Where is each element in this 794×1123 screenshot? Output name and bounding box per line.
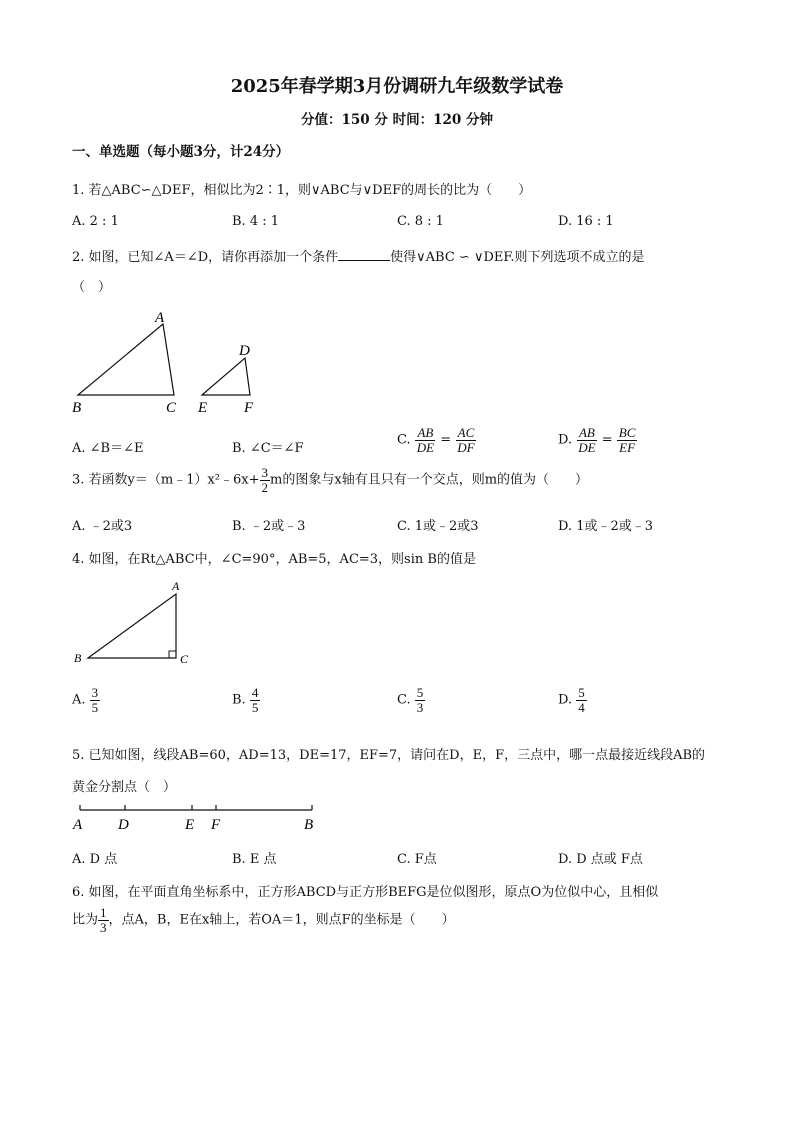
q4-option-d xyxy=(558,686,587,714)
label-a: A xyxy=(73,817,83,833)
denominator: 4 xyxy=(578,699,585,715)
q2-option-c-label: C. xyxy=(397,432,411,448)
question-6-text: 6. 如图，在平面直角坐标系中，正方形ABCD与正方形BEFG是位似图形，原点O为位似中心，且相似 xyxy=(72,885,659,900)
question-2-text-part1: 2. 如图，已知∠A＝∠D，请你再添加一个条件 xyxy=(72,250,339,265)
q5-option-d: D. D 点或 F点 xyxy=(558,852,643,867)
q5-option-b: B. E 点 xyxy=(232,852,277,867)
fraction xyxy=(415,686,426,714)
label-f: F xyxy=(211,817,221,833)
question-2-text-part2: 使得∨ABC ∽ ∨DEF.则下列选项不成立的是 xyxy=(390,250,645,265)
q4-option-c xyxy=(397,686,425,714)
fraction xyxy=(455,426,476,454)
q5-segment-figure xyxy=(66,800,326,836)
denominator: DF xyxy=(457,439,475,455)
numerator: AC xyxy=(457,425,475,440)
question-4-text: 4. 如图，在Rt△ABC中，∠C=90°，AB=5，AC=3，则sin B的值是 xyxy=(72,552,476,567)
numerator: 5 xyxy=(578,685,585,700)
denominator: 2 xyxy=(261,479,269,495)
numerator: 5 xyxy=(416,685,424,700)
fraction xyxy=(250,686,261,714)
numerator: BC xyxy=(618,425,636,440)
question-3-text-part2: m的图象与x轴有且只有一个交点，则m的值为（ ） xyxy=(270,472,589,488)
denominator: DE xyxy=(578,439,596,455)
fraction xyxy=(415,426,436,454)
question-6-text-line2 xyxy=(72,906,455,934)
label-d: D xyxy=(239,343,250,359)
q2-triangles-figure xyxy=(60,300,280,420)
q1-option-a: A. 2 : 1 xyxy=(72,214,119,229)
q5-option-a: A. D 点 xyxy=(72,852,118,867)
q4-right-triangle-figure xyxy=(66,575,206,675)
q2-option-c xyxy=(397,426,477,454)
q3-option-b: B. ﹣2或﹣3 xyxy=(232,519,306,534)
numerator: 1 xyxy=(100,905,107,920)
label-b: B xyxy=(304,817,314,833)
q5-option-c: C. F点 xyxy=(397,852,437,867)
question-3-text xyxy=(72,466,588,494)
page-title: 2025年春学期3月份调研九年级数学试卷 xyxy=(230,76,564,97)
question-5-text-line2: 黄金分割点（ ） xyxy=(72,780,177,795)
numerator: 3 xyxy=(91,685,99,700)
numerator: 4 xyxy=(251,685,259,700)
q1-option-d: D. 16 : 1 xyxy=(558,214,614,229)
q3-option-c: C. 1或﹣2或3 xyxy=(397,519,479,534)
q4-option-b xyxy=(232,686,260,714)
q2-option-d-label: D. xyxy=(558,432,573,448)
q2-option-a: A. ∠B＝∠E xyxy=(72,441,144,456)
fraction xyxy=(90,686,101,714)
question-2-text xyxy=(72,246,645,265)
question-3-text-part1: 3. 若函数y＝（m﹣1）x²﹣6x+ xyxy=(72,472,260,488)
q3-option-a: A. ﹣2或3 xyxy=(72,519,133,534)
q2-option-d xyxy=(558,426,637,454)
triangle-def xyxy=(202,358,250,395)
q4-option-a-label: A. xyxy=(72,692,86,708)
q4-option-b-label: B. xyxy=(232,692,246,708)
denominator: 5 xyxy=(251,699,259,715)
answer-blank xyxy=(338,248,390,261)
numerator: 3 xyxy=(261,465,269,480)
question-1-text: 1. 若△ABC∽△DEF，相似比为2∶1，则∨ABC与∨DEF的周长的比为（ ） xyxy=(72,183,532,198)
fraction xyxy=(98,906,109,934)
numerator: AB xyxy=(578,425,595,440)
label-d: D xyxy=(118,817,129,833)
denominator: 3 xyxy=(100,919,107,935)
section-heading: 一、单选题（每小题3分，计24分） xyxy=(72,144,290,160)
triangle-abc xyxy=(78,324,174,395)
label-a: A xyxy=(155,310,165,326)
question-5-text: 5. 已知如图，线段AB=60，AD=13，DE=17，EF=7，请问在D，E，F，三点中，哪一点最接近线段AB的 xyxy=(72,748,706,763)
label-b: B xyxy=(72,400,82,416)
denominator: DE xyxy=(416,439,435,455)
q1-option-c: C. 8 : 1 xyxy=(397,214,444,229)
denominator: 3 xyxy=(416,699,424,715)
fraction xyxy=(576,686,587,714)
exam-info: 分值：150 分 时间：120 分钟 xyxy=(301,112,493,128)
label-c: C xyxy=(180,652,189,666)
right-angle-mark xyxy=(169,651,176,658)
question-6-text-part2: ，点A，B，E在x轴上，若OA＝1，则点F的坐标是（ ） xyxy=(108,912,455,928)
fraction xyxy=(260,466,271,494)
q3-option-d: D. 1或﹣2或﹣3 xyxy=(558,519,654,534)
label-e: E xyxy=(198,400,208,416)
label-c: C xyxy=(166,400,177,416)
equals-sign: = xyxy=(440,432,452,448)
fraction xyxy=(576,426,597,454)
triangle-abc xyxy=(88,594,176,658)
denominator: EF xyxy=(619,439,636,455)
label-e: E xyxy=(185,817,195,833)
question-2-answer-paren: （ ） xyxy=(72,280,112,295)
numerator: AB xyxy=(417,425,434,440)
q4-option-c-label: C. xyxy=(397,692,411,708)
label-b: B xyxy=(74,651,82,665)
label-f: F xyxy=(244,400,254,416)
q4-option-a xyxy=(72,686,100,714)
q1-option-b: B. 4 : 1 xyxy=(232,214,280,229)
question-6-text-part1: 比为 xyxy=(72,912,99,928)
fraction xyxy=(617,426,638,454)
q4-option-d-label: D. xyxy=(558,692,573,708)
denominator: 5 xyxy=(91,699,99,715)
label-a: A xyxy=(172,579,180,593)
q2-option-b: B. ∠C＝∠F xyxy=(232,441,304,456)
equals-sign: = xyxy=(601,432,613,448)
